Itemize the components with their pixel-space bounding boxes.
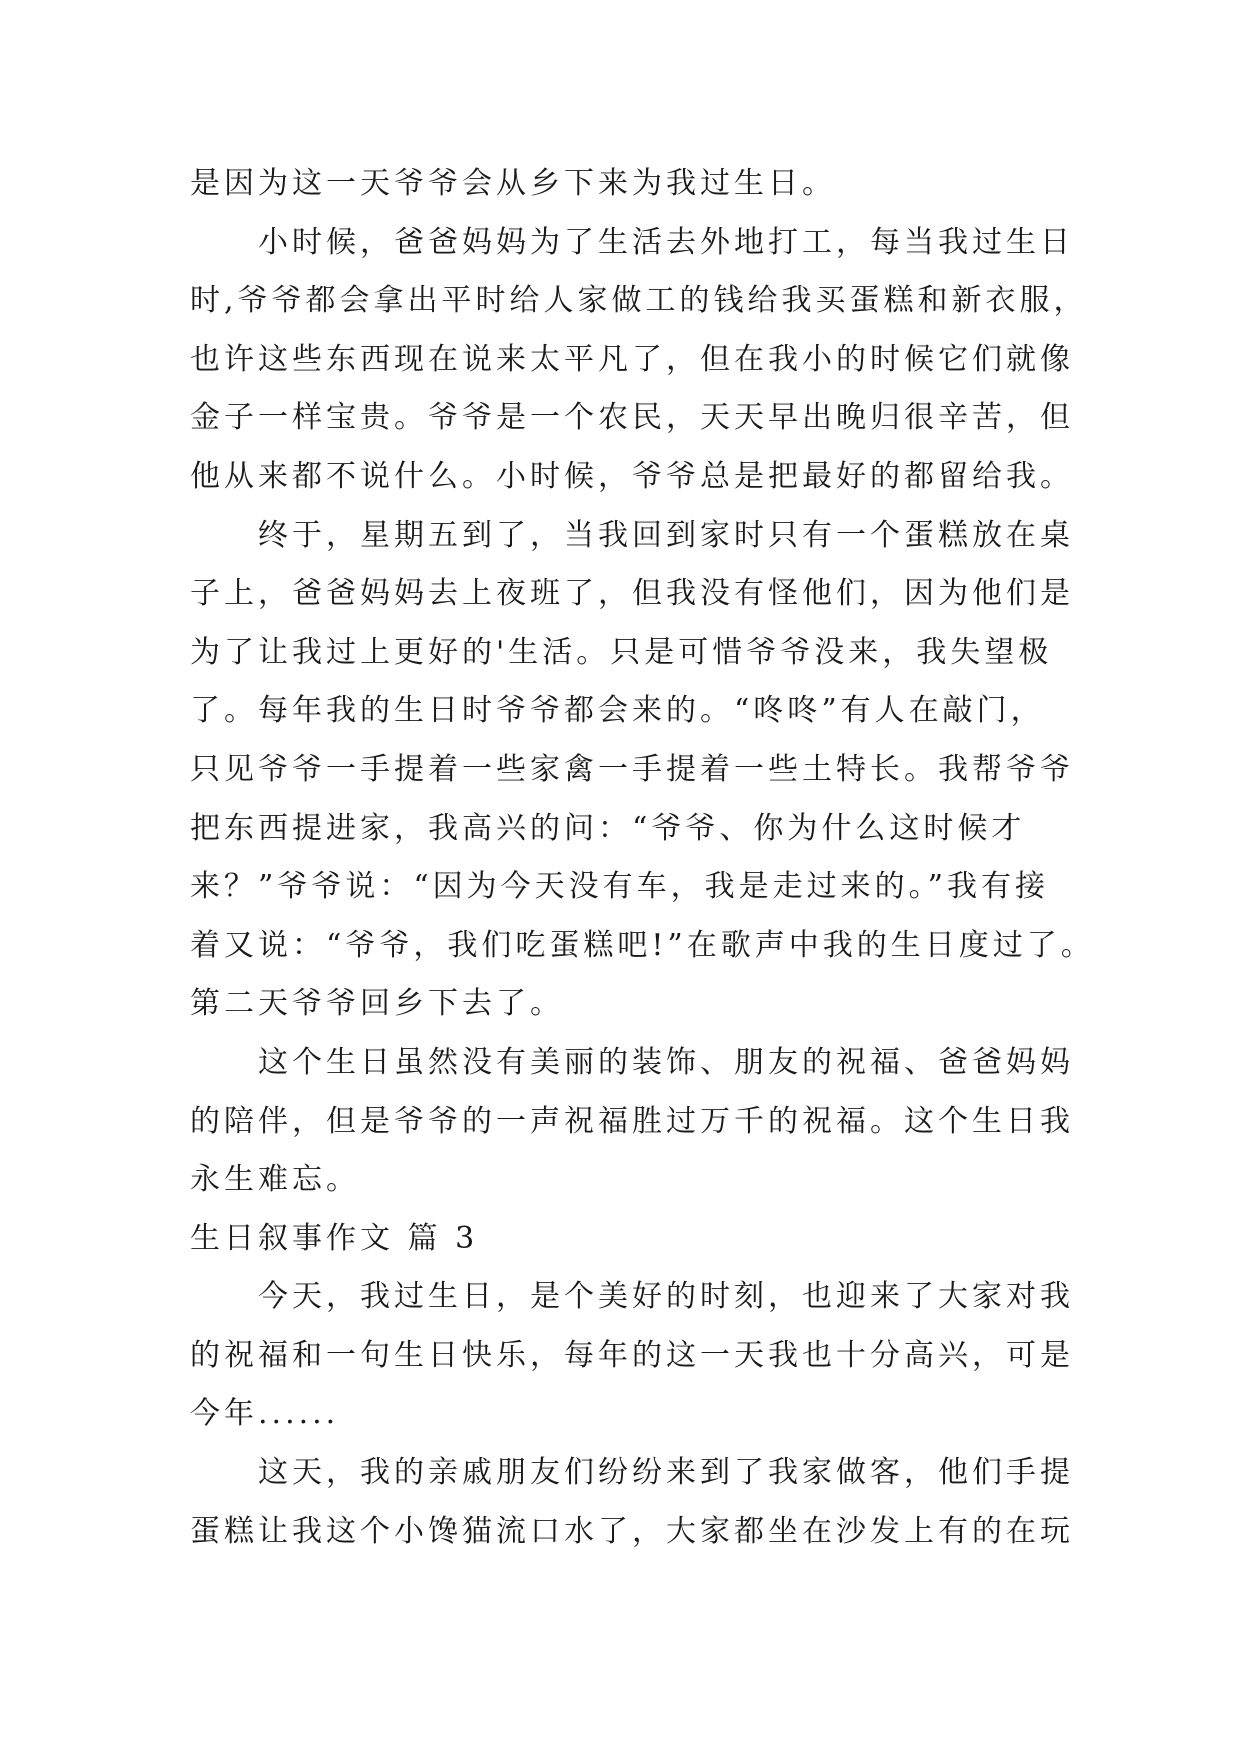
text-line: 小时候，爸爸妈妈为了生活去外地打工，每当我过生日 <box>258 224 1074 260</box>
text-line: 的陪伴，但是爷爷的一声祝福胜过万千的祝福。这个生日我 <box>190 1103 1074 1139</box>
text-line: 金子一样宝贵。爷爷是一个农民，天天早出晚归很辛苦，但 <box>190 400 1074 436</box>
text-line: 时,爷爷都会拿出平时给人家做工的钱给我买蛋糕和新衣服， <box>190 283 1088 319</box>
section-heading: 生日叙事作文 篇 3 <box>190 1220 479 1256</box>
text-line: 他从来都不说什么。小时候，爷爷总是把最好的都留给我。 <box>190 458 1074 494</box>
text-line: 也许这些东西现在说来太平凡了，但在我小的时候它们就像 <box>190 341 1074 377</box>
text-line: 蛋糕让我这个小馋猫流口水了，大家都坐在沙发上有的在玩 <box>190 1513 1074 1549</box>
text-line: 永生难忘。 <box>190 1162 360 1198</box>
text-line: 终于，星期五到了，当我回到家时只有一个蛋糕放在桌 <box>258 517 1074 553</box>
text-line: 的祝福和一句生日快乐，每年的这一天我也十分高兴，可是 <box>190 1337 1074 1373</box>
text-line: 为了让我过上更好的'生活。只是可惜爷爷没来，我失望极 <box>190 634 1053 670</box>
text-line: 是因为这一天爷爷会从乡下来为我过生日。 <box>190 166 836 201</box>
document-body <box>190 155 1095 1561</box>
text-line: 只见爷爷一手提着一些家禽一手提着一些土特长。我帮爷爷 <box>190 751 1074 787</box>
text-line: 今年...... <box>190 1396 340 1432</box>
text-line: 把东西提进家，我高兴的问：“爷爷、你为什么这时候才 <box>190 810 1026 846</box>
text-line: 子上，爸爸妈妈去上夜班了，但我没有怪他们，因为他们是 <box>190 576 1074 612</box>
text-line: 第二天爷爷回乡下去了。 <box>190 986 564 1022</box>
text-line: 着又说：“爷爷，我们吃蛋糕吧!”在歌声中我的生日度过了。 <box>190 927 1095 963</box>
text-line: 这天，我的亲戚朋友们纷纷来到了我家做客，他们手提 <box>258 1455 1074 1491</box>
text-line: 了。每年我的生日时爷爷都会来的。“咚咚”有人在敲门， <box>190 693 1045 729</box>
text-line: 今天，我过生日，是个美好的时刻，也迎来了大家对我 <box>258 1279 1074 1315</box>
text-line: 来？”爷爷说：“因为今天没有车，我是走过来的。”我有接 <box>190 869 1050 905</box>
text-line: 这个生日虽然没有美丽的装饰、朋友的祝福、爸爸妈妈 <box>258 1044 1074 1080</box>
